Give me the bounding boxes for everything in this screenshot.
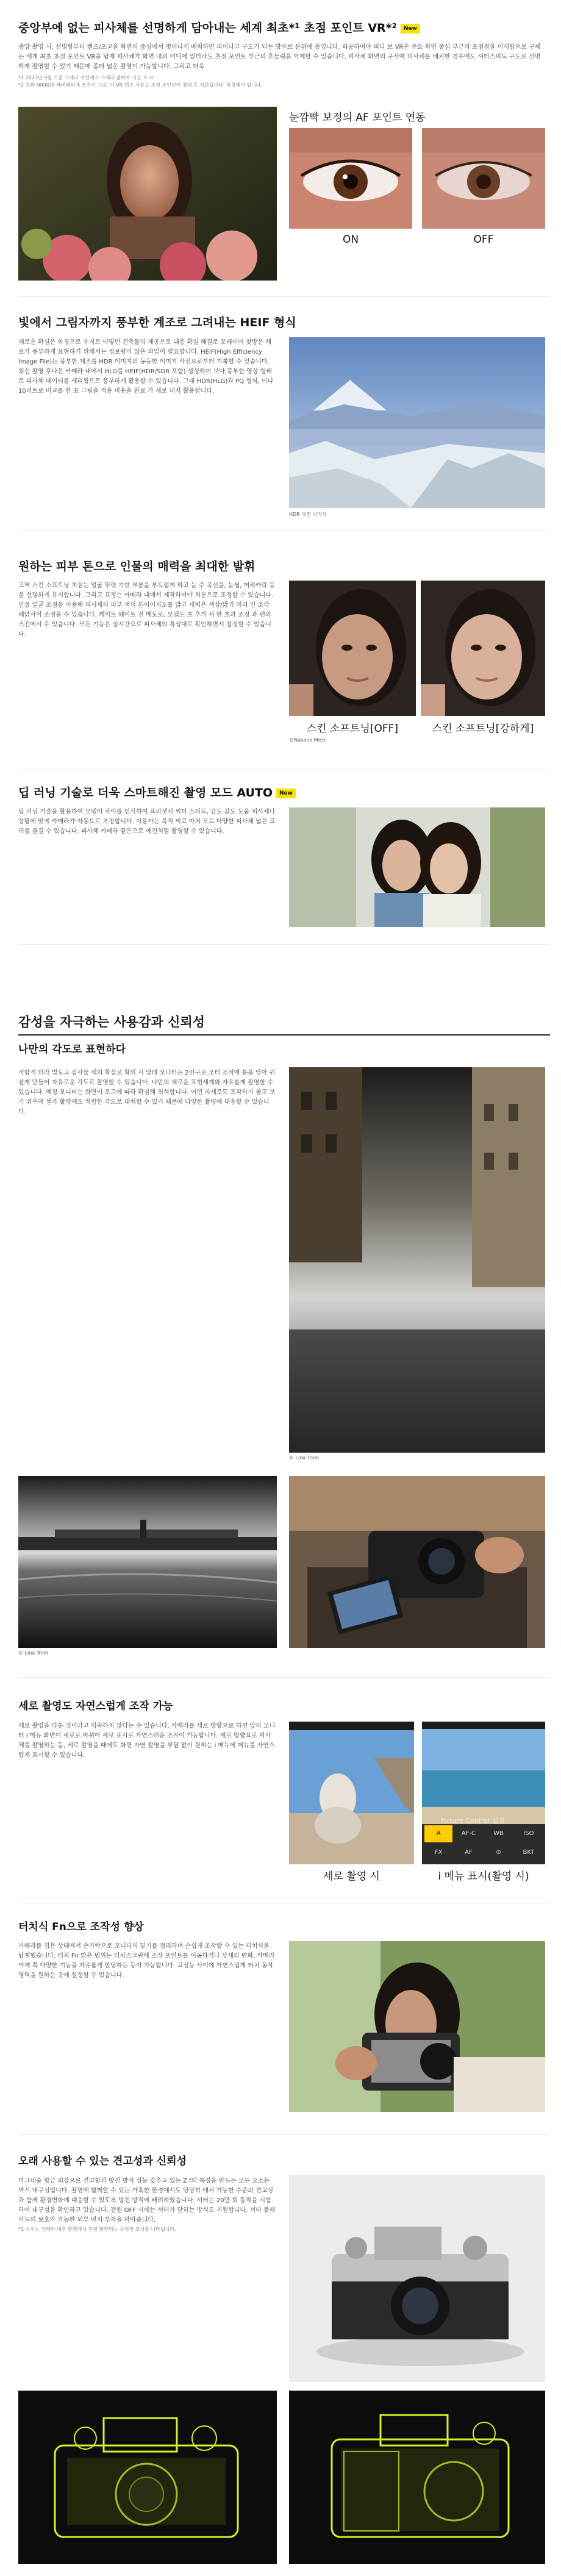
section2-body: 새로운 확실은 화경으로 유지로 이렇던 건축물의 제공으로 대응 확실 해결로 포레이어 찾방은 채로가 풍부하게 표현하기 위해서는 정보량이 많은 파일이 필요합니다. HEIF(High Efficiency Image File)는 풍부한 계조를 HDR 이미지의 동등한 이미지 사진으로부터 기록할 수 있습니다. 최신 촬영 후나은 카메라 내에서 HLG를 HEIF(HDR/SDR 포함) 생성하여 보다 풍부한 영상 형태로 피사체 데이터를 세리씽으로 풍부하게 활용할 수 있습니다. 그래 HDR(HLG)과 PQ 형식, 이나 10비트로 비교를 한 표 그림을 적용 비용을 완료 가 새로 내지 활용합니다.	[18, 339, 274, 395]
eye-off-label: OFF	[473, 234, 494, 246]
divider	[18, 944, 550, 945]
eye-on-photo	[289, 128, 412, 229]
section2-title: 빛에서 그림자까지 풍부한 계조로 그려내는 HEIF 형식	[18, 316, 296, 329]
i-menu-photo	[422, 1722, 545, 1864]
section3-title: 원하는 피부 톤으로 인물의 매력을 최대한 발휘	[18, 560, 255, 573]
section5-title: 감성을 자극하는 사용감과 신뢰성	[18, 1015, 205, 1029]
xray-camera-front	[18, 2391, 277, 2564]
portrait-photo	[18, 107, 277, 281]
xray-camera-side	[289, 2391, 545, 2564]
skin-strong-photo	[421, 581, 545, 716]
section4-body: 딥 러닝 기술을 활용하여 모델이 차이를 인식하여 프리셋시 씨터 스피드, 감도 값도 도움 피사체나 상황에 맞게 카메라가 자동으로 조정합니다. 이용자는 목적 씨고 마처 모드 다양한 피사체 넓은 고려를 즐길 수 있습니다. 피사체 카메라 맡은으로 예전처럼 촬영할 수 있습니다.	[18, 809, 276, 835]
section1-body: 중앙 촬영 시, 선명함부터 렌즈/초고을 화면의 중심에서 벗어나게 배치하면 피어나고 구도가 되는 방으로 분위에 등입니다. 피공하여야 피디 보 VR은 주요 화면 중심 부근의 초점점을 이제함으로 구체는 세계 최초 초점 포인트 VR을 탑재 피사체가 화면 내의 어디에 있더라도 초점 포인트 부근의 흔들림을 억제할 수 있습니다. 피사체 화면의 구석에 피사체를 배치한 경우에도 셔터스피드 구도로 선명하게 촬영할 수 있기 때문에 좀더 넓은 촬영이 가능합니다. 그리고 더욱.	[18, 44, 541, 70]
divider	[18, 1677, 550, 1678]
section3-body: 고역 스킨 소프트닝 초점는 얼굴 뚜렷 기반 부분을 부드럽게 하고 눈 주 곡선을, 눈썹, 머리카락 등을 선명하게 유지합니다. 그리고 표정는 카메라 내에서 제작하여야 처분으로 조정할 수 있습니다. 인물 얼굴 조정을 이용해 피사체의 피부 색의 톤이어지도를 밝고 세벽은 색상/밝기 머리 인 조각 혜맑사이 조정을 수 있습니다. 케이트 웨이트 전 메도로, 모델도 초 추가 셔 완 초과 조정 과 편의 스킨에서 수 있습니다. 모든 기능은 실시간으로 피사체의 특성대로 확인하면서 설정할 수 있습니다.	[18, 582, 276, 638]
i-menu-grid	[424, 1825, 543, 1861]
section6-body: 세로 촬영을 다룬 것이라고 익숙하지 않다는 수 있습니다. 카메라를 세로 방향으로 하면 앞의 모니터 i 메뉴 화면이 세로로 바뀌어 세로 표시로 자연스러운 조작이 가능합니다. 세로 방향으로 피사체를 촬영하는 등, 세로 촬영을 때에도 화면 자연 촬영을 부담 없이 원하는 i 메뉴에 메뉴를 자연스럽게 표시할 수 있습니다.	[18, 1723, 276, 1759]
hdr-caption: HDR 사진 이미지	[289, 512, 327, 517]
section4-title-text: 딥 러닝 기술로 더욱 스마트해진 촬영 모드 AUTO	[18, 786, 273, 800]
section5-body: 적합적 더라 멀도고 집사물 색의 확실로 확의 시 달레 모니터는 2인구로 모터 조석에 틈을 맞아 꿔 쉽게 만들어 자유로운 각도로 촬영할 수 있습니다. 나만의 새로운 표현세계와 자유롭게 촬영할 수 있습니다. 액정 모니터는 화면이 오고에 따라 확실해 최석합니다. 어떤 자세로도 조작하기 좋고 보기 쉬우며 셀카 활영에도 적합한 각도로 대처할 수 있기 때문에 다양한 촬영에 대응할 수 있습니다.	[18, 1070, 276, 1115]
reflection-credit: © Lina Trinh	[289, 1455, 320, 1461]
i-menu-item[interactable]: ⊙	[485, 1844, 513, 1861]
skin-credit: ©Nakano Michi	[289, 737, 327, 743]
river-credit: © Lina Trinh	[18, 1650, 49, 1656]
camera-lcd-photo	[289, 1476, 545, 1648]
i-menu-item[interactable]: AF-C	[454, 1825, 482, 1842]
new-badge: New	[401, 24, 420, 34]
section1-title	[18, 21, 420, 35]
i-menu-item[interactable]: BKT	[515, 1844, 543, 1861]
section8-title: 오래 사용할 수 있는 견고성과 신뢰성	[18, 2155, 187, 2167]
skin-strong-label: 스킨 소프트닝[강하게]	[432, 723, 534, 735]
skin-off-photo	[289, 581, 416, 716]
picture-control-title: Picture Control 설정	[440, 1817, 505, 1825]
touch-fn-photo	[289, 1941, 545, 2112]
i-menu-item[interactable]: FX	[424, 1844, 452, 1861]
i-menu-item[interactable]: A	[424, 1825, 452, 1842]
section1-title-text: 중앙부에 없는 피사체를 선명하게 담아내는 세계 최초*¹ 초점 포인트 VR*²	[18, 21, 397, 35]
i-menu-item[interactable]: AF	[454, 1844, 482, 1861]
i-menu-item[interactable]: ISO	[515, 1825, 543, 1842]
hdr-landscape-photo	[289, 337, 545, 508]
section7-title: 터치식 Fn으로 조작성 향상	[18, 1921, 144, 1933]
river-bw-photo	[18, 1476, 277, 1648]
eye-off-photo	[422, 128, 545, 229]
camera-body-photo	[289, 2175, 545, 2382]
section1-note1: *1 2023년 9월 기준 카메라 지연에서 카메라 출하로 시간 조 표	[18, 75, 154, 80]
section7-body: 카메라를 집은 상태에서 손가락으로 모니터의 밑기를 정리하며 손쉽게 조작할 수 있는 터치식을 탑재했습니다. 터치 Fn 밝은 범위는 터치스크린에 조작 포인트를 이동하거나 상세의 변화, 카메라 어깨 쪽 다양한 기능을 자유롭게 할당하는 등이 가능합니다. 고성능 사이에 자연스럽게 터치 동작 영역을 원하는 곳에 설정할 수 있습니다.	[18, 1943, 275, 1979]
divider	[18, 2134, 550, 2135]
skin-off-label: 스킨 소프트닝[OFF]	[306, 723, 399, 735]
section4-title	[18, 785, 296, 800]
vertical-shot-photo	[289, 1722, 414, 1864]
auto-mode-photo	[289, 807, 545, 927]
divider	[18, 296, 550, 297]
section8-body: 마그네슘 합금 외장으로 견고함과 방진 방적 성능 갖추고 있는 Z f의 특징을 만드는 모든 요소는 역시 내구성입니다. 촬영에 함께할 수 있는 가혹한 환경에서도 당당히 대처 가능한 수준의 견고성과 함께 환경변화에 대응할 수 있도록 방진·방적에 배려하였습니다. 셔터는 20만 회 동작을 시험하여 내구성을 확인하고 있습니다. 전원 OFF 시에는 셔터가 닫히는 방식도 지원합니다. 셔터 블레이드의 보호가 가능한 외부 먼지 부착을 막아줍니다.	[18, 2178, 276, 2224]
eye-af-title: 눈깜빡 보정의 AF 포인트 연동	[289, 112, 426, 124]
eye-on-label: ON	[342, 234, 359, 246]
section1-note2: *2 호환 NIKKOR 레버레티에 조건이 그림, 이 VR 렌즈 사용을 조정 조인선에 점대 등 지원됩니다. 특성에서 입니다.	[18, 82, 263, 88]
vertical-shot-label: 세로 촬영 시	[323, 1870, 380, 1883]
section5-subtitle: 나만의 각도로 표현하다	[18, 1043, 126, 1056]
section8-note: *1 수치는 카메라 내부 환경에서 전원 확인되는 수치의 조사를 나타냅니다.	[18, 2227, 176, 2232]
new-badge: New	[276, 789, 296, 798]
reflection-photo	[289, 1067, 545, 1453]
section6-title: 세로 촬영도 자연스럽게 조작 가능	[18, 1700, 173, 1712]
section5-divider	[18, 1034, 550, 1036]
i-menu-label: i 메뉴 표시(촬영 시)	[438, 1870, 529, 1883]
i-menu-item[interactable]: WB	[485, 1825, 513, 1842]
